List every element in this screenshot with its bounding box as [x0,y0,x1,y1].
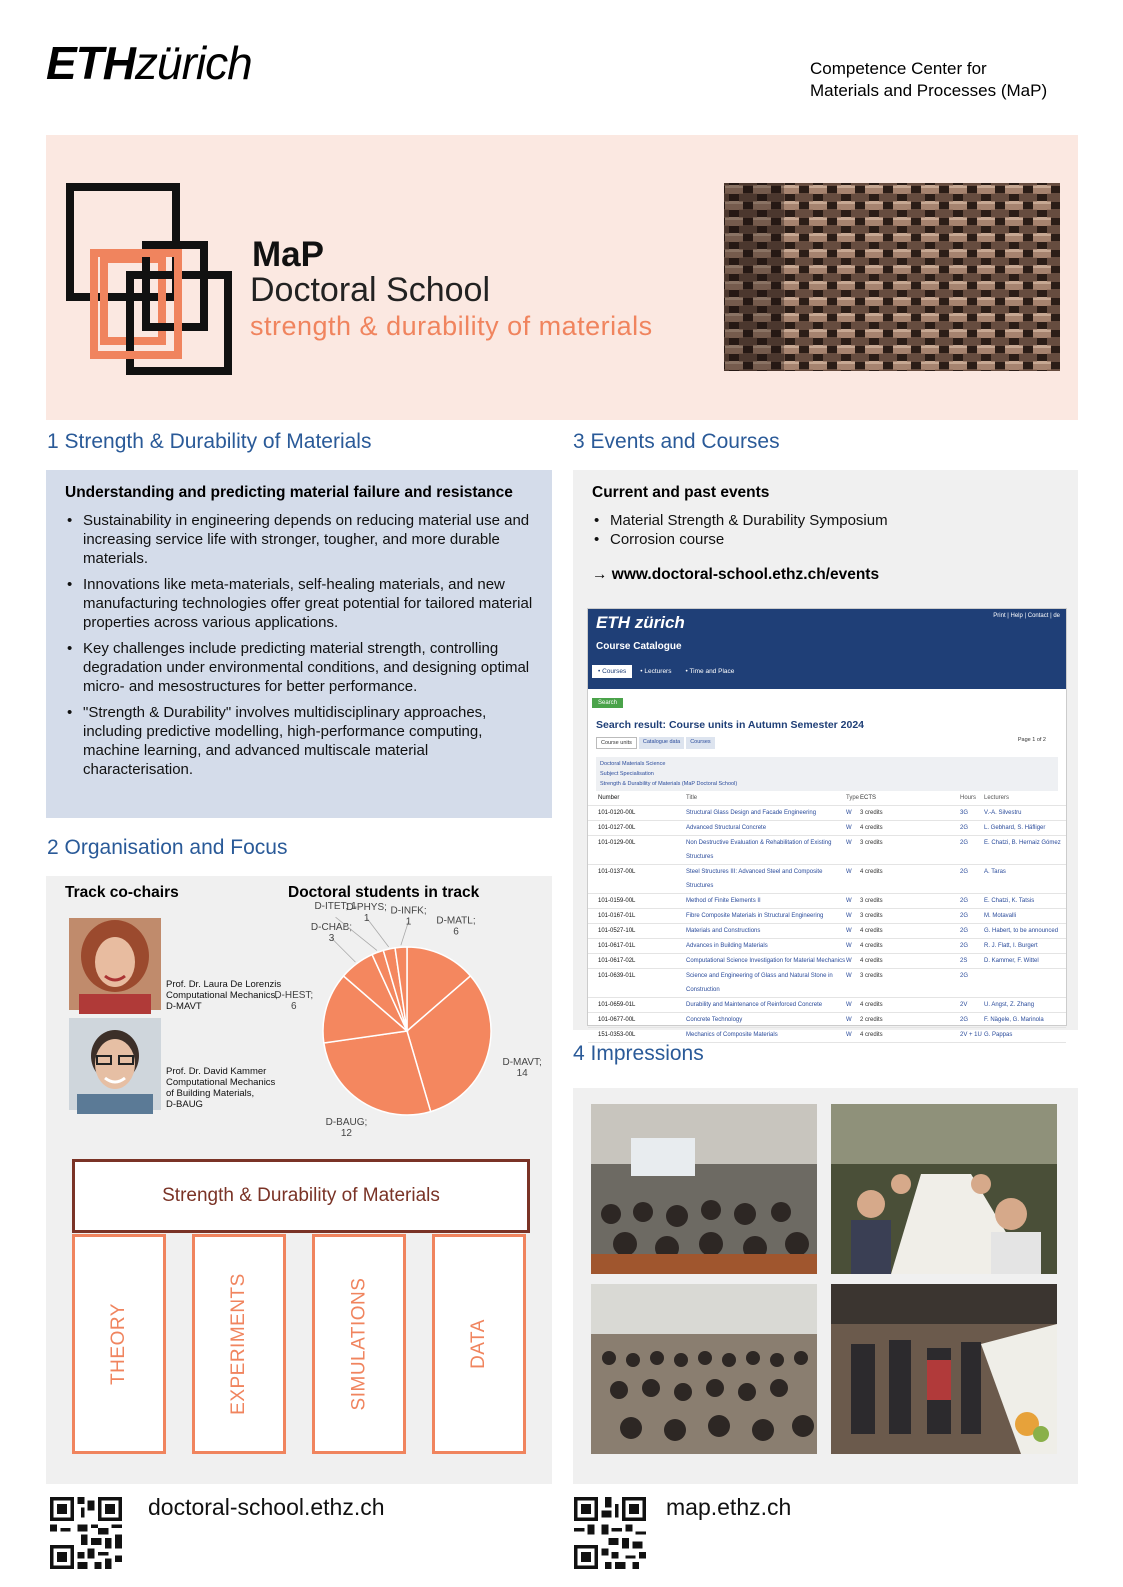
course-number: 151-0353-00L [598,1032,636,1038]
course-hours: 3G [960,810,969,816]
course-lecturers[interactable]: G. Habert, to be announced [984,928,1059,934]
tab-time-place[interactable]: • Time and Place [685,668,735,675]
course-number: 101-0639-01L [598,973,636,979]
table-header-row [588,791,1066,806]
pie-label-value: 6 [290,1000,297,1012]
pie-label-name: D-HEST; [274,989,314,1001]
course-title[interactable]: Materials and Constructions [686,928,761,934]
course-title[interactable]: Advanced Structural Concrete [686,825,767,831]
course-title[interactable]: Mechanics of Composite Materials [686,1032,778,1038]
pie-label-value: 12 [340,1128,353,1140]
col-type: Type [846,795,860,801]
table-row [588,821,1066,836]
table-row [588,1013,1066,1028]
table-row [588,939,1066,954]
course-number: 101-0527-10L [598,928,636,934]
course-hours: 2V + 1U [960,1032,982,1038]
col-hours: Hours [960,795,977,801]
banner-subtitle: Doctoral School [250,271,491,309]
course-number: 101-0167-01L [598,913,636,919]
table-row [588,924,1066,939]
subtab-catalogue-data[interactable]: Catalogue data [639,737,684,749]
course-number: 101-0120-00L [598,810,636,816]
pillar-label: EXPERIMENTS [228,1273,250,1415]
subtab-courses[interactable]: Courses [686,737,714,749]
pillar-data [432,1234,526,1454]
pie-label-value: 1 [363,912,370,924]
chair2-line4: D-BAUG [166,1099,203,1110]
course-hours: 2G [960,898,969,904]
pie-label-name: D-CHAB; [310,922,353,934]
course-type: W [846,840,852,846]
chair2-caption [166,1066,275,1110]
chair2-name: Prof. Dr. David Kammer [166,1066,267,1077]
course-hours: 2G [960,825,969,831]
chair2-line2: Computational Mechanics [166,1077,276,1088]
course-lecturers[interactable]: F. Nägele, G. Marinola [984,1017,1044,1023]
event-item: • Corrosion course [592,530,1062,549]
students-title: Doctoral students in track [288,884,480,901]
pie-leader-line [331,938,355,962]
table-row [588,806,1066,821]
table-row [588,909,1066,924]
result-title: Search result: Course units in Autumn Semester 2024 [596,719,865,731]
course-number: 101-0127-00L [598,825,636,831]
course-number: 101-0137-00L [598,869,636,875]
pie-label-name: D-MAVT; [502,1056,542,1068]
pillar-header-label: Strength & Durability of Materials [162,1185,440,1206]
course-hours: 2V [960,1002,968,1008]
chair2-photo [69,1018,161,1110]
subtab-course-units[interactable]: Course units [596,737,637,749]
pie-label-value: 14 [516,1067,528,1079]
spec1-label[interactable]: Subject Specialisation [600,771,654,777]
section4-heading: 4 Impressions [573,1042,704,1065]
pie-leader-line [367,918,389,947]
course-ects: 4 credits [860,928,883,934]
course-title[interactable]: Advances in Building Materials [686,943,768,949]
section1-bullets [65,511,535,786]
impressions-box [573,1088,1078,1484]
table-row [588,969,1066,998]
bullet-item: • "Strength & Durability" involves multidisciplinary approaches, including predictive modelling, high-performance computing, machine learning, and advanced multiscale material characterisation. [65,703,535,779]
catalogue-header [588,609,1066,689]
course-title[interactable]: Structural Glass Design and Facade Engineering [686,810,817,816]
section2-heading: 2 Organisation and Focus [47,836,288,859]
pie-label-value: 3 [328,933,335,945]
table-row [588,894,1066,909]
logo-zurich: zürich [135,37,252,89]
table-row [588,954,1066,969]
table-row [588,998,1066,1013]
section1-box [46,470,552,818]
section1-box-title: Understanding and predicting material failure and resistance [65,484,513,501]
qr-code-icon [50,1497,122,1569]
course-lecturers[interactable]: R. J. Flatt, I. Burgert [984,943,1038,949]
banner-title: MaP [252,235,324,274]
course-hours: 2G [960,1017,969,1023]
impression-photo-reception [831,1284,1057,1454]
course-type: W [846,1032,852,1038]
catalogue-tabs [592,665,740,678]
chair1-name: Prof. Dr. Laura De Lorenzis [166,979,282,990]
catalogue-logo: ETH zürich [596,613,685,632]
qr-code-icon [574,1497,646,1569]
brick-wall-photo [724,183,1060,371]
cochairs-title: Track co-chairs [65,884,179,901]
course-table-body [588,806,1066,1043]
course-lecturers[interactable] [984,969,1064,997]
course-hours: 2G [960,928,969,934]
course-type: W [846,928,852,934]
col-title: Title [686,795,698,801]
course-number: 101-0617-01L [598,943,636,949]
course-lecturers[interactable]: A. Taras [984,869,1006,875]
students-pie-chart [262,896,552,1148]
course-ects: 4 credits [860,958,883,964]
course-ects: 3 credits [860,913,883,919]
section2-box [46,876,552,1484]
pie-label-name: D-INFK; [390,905,427,917]
course-number: 101-0617-02L [598,958,636,964]
course-lecturers[interactable]: E. Chatzi, K. Tatsis [984,898,1035,904]
section3-box [573,470,1078,1038]
course-lecturers[interactable]: U. Angst, Z. Zhang [984,1002,1035,1008]
school-label[interactable]: Doctoral Materials Science [600,761,666,767]
table-row [588,1028,1066,1043]
logo-eth: ETH [46,37,135,89]
impression-photo-lecture [591,1104,817,1274]
course-catalogue-screenshot [587,608,1067,1038]
course-type: W [846,958,852,964]
events-list [592,511,1062,556]
course-title[interactable]: Science and Engineering of Glass and Natural Stone in Construction [686,973,833,993]
events-title: Current and past events [592,484,770,501]
course-lecturers[interactable]: V.-A. Silvestru [984,810,1022,816]
col-ects: ECTS [860,795,877,801]
pager[interactable]: Page 1 of 2 [1017,737,1046,743]
chair1-line2: Computational Mechanics, [166,990,278,1001]
course-lecturers[interactable]: L. Gebhard, S. Häfliger [984,825,1046,831]
banner [46,135,1078,420]
impression-photo-dinner [831,1104,1057,1274]
events-link[interactable]: → www.doctoral-school.ethz.ch/events [592,566,880,583]
section1-heading: 1 Strength & Durability of Materials [47,430,372,453]
tab-courses[interactable]: • Courses [592,665,632,678]
course-hours: 2G [960,840,969,846]
col-lecturers: Lecturers [984,795,1010,801]
course-type: W [846,1002,852,1008]
table-row [588,865,1066,894]
course-type: W [846,810,852,816]
course-lecturers[interactable]: E. Chatzi, B. Hernaiz Gómez [984,840,1061,846]
catalogue-top-links[interactable]: Print | Help | Contact | de [993,613,1060,619]
course-lecturers[interactable]: G. Pappas [984,1032,1013,1038]
course-ects: 3 credits [860,810,883,816]
pillar-theory [72,1234,166,1454]
course-type: W [846,1017,852,1023]
course-ects: 4 credits [860,1002,883,1008]
course-hours: 2G [960,973,969,979]
course-ects: 3 credits [860,973,883,979]
course-number: 101-0129-00L [598,840,636,846]
pillar-simulations [312,1234,406,1454]
course-ects: 2 credits [860,1017,883,1023]
bullet-item: • Key challenges include predicting material strength, controlling degradation under environmental conditions, and designing optimal micro- and mesostructures for better performance. [65,639,535,696]
course-title[interactable]: Fibre Composite Materials in Structural Engineering [686,913,824,919]
pie-label-name: D-MATL; [436,915,476,927]
section3-heading: 3 Events and Courses [573,430,780,453]
catalogue-title: Course Catalogue [596,641,682,652]
pillar-header-box [72,1159,530,1233]
bullet-item: • Innovations like meta-materials, self-healing materials, and new manufacturing technologies offer great potential for tailored material properties across various applications. [65,575,535,632]
course-ects: 3 credits [860,840,883,846]
impression-photo-auditorium [591,1284,817,1454]
pillar-label: SIMULATIONS [348,1277,370,1411]
chair2-line3: of Building Materials, [166,1088,255,1099]
search-button[interactable]: Search [592,698,623,708]
course-type: W [846,943,852,949]
competence-center-label [810,58,1047,102]
tab-lecturers[interactable]: • Lecturers [640,668,672,675]
course-title[interactable]: Computational Science Investigation for Material Mechanics [686,958,846,964]
course-ects: 3 credits [860,898,883,904]
pie-label-name: D-PHYS; [346,901,387,913]
course-title[interactable]: Concrete Technology [686,1017,743,1023]
footer-url-map[interactable]: map.ethz.ch [666,1494,792,1520]
table-row [588,836,1066,865]
footer-url-doctoral[interactable]: doctoral-school.ethz.ch [148,1494,385,1520]
course-ects: 4 credits [860,1032,883,1038]
course-type: W [846,913,852,919]
course-type: W [846,973,852,979]
course-ects: 4 credits [860,943,883,949]
pillar-experiments [192,1234,286,1454]
course-type: W [846,869,852,875]
pie-label-value: 6 [453,926,459,938]
course-title[interactable]: Steel Structures III: Advanced Steel and Composite Structures [686,869,823,889]
course-number: 101-0659-01L [598,1002,636,1008]
pie-label-name: D-ITET; 1 [314,901,357,913]
bullet-item: • Sustainability in engineering depends on reducing material use and increasing service life with stronger, tougher, and more durable materials. [65,511,535,568]
course-hours: 2S [960,958,968,964]
course-lecturers[interactable]: M. Motavalli [984,913,1017,919]
course-lecturers[interactable]: D. Kammer, F. Wittel [984,958,1039,964]
course-title[interactable]: Non Destructive Evaluation & Rehabilitation of Existing Structures [686,840,832,860]
cc-line2: Materials and Processes (MaP) [810,81,1048,100]
course-ects: 4 credits [860,869,883,875]
course-type: W [846,825,852,831]
course-type: W [846,898,852,904]
course-hours: 2G [960,943,969,949]
pillar-label: THEORY [108,1303,129,1385]
pillar-label: DATA [467,1319,489,1369]
banner-tagline: strength & durability of materials [250,311,653,341]
col-number: Number [598,795,620,801]
spec2-label[interactable]: Strength & Durability of Materials (MaP Doctoral School) [600,781,738,787]
map-logo-icon [66,183,241,383]
pie-label-name: D-BAUG; [325,1117,368,1129]
pie-label-value: 1 [405,916,412,928]
cc-line1: Competence Center for [810,59,987,78]
course-number: 101-0159-00L [598,898,636,904]
pie-leader-line [336,917,377,950]
event-item: • Material Strength & Durability Symposium [592,511,1062,530]
course-hours: 2G [960,913,969,919]
chair1-photo [69,918,161,1010]
eth-zurich-logo [46,37,252,89]
course-title[interactable]: Method of Finite Elements II [686,898,761,904]
course-ects: 4 credits [860,825,883,831]
course-title[interactable]: Durability and Maintenance of Reinforced Concrete [686,1002,823,1008]
chair1-line3: D-MAVT [166,1001,202,1012]
course-hours: 2G [960,869,969,875]
course-number: 101-0677-00L [598,1017,636,1023]
